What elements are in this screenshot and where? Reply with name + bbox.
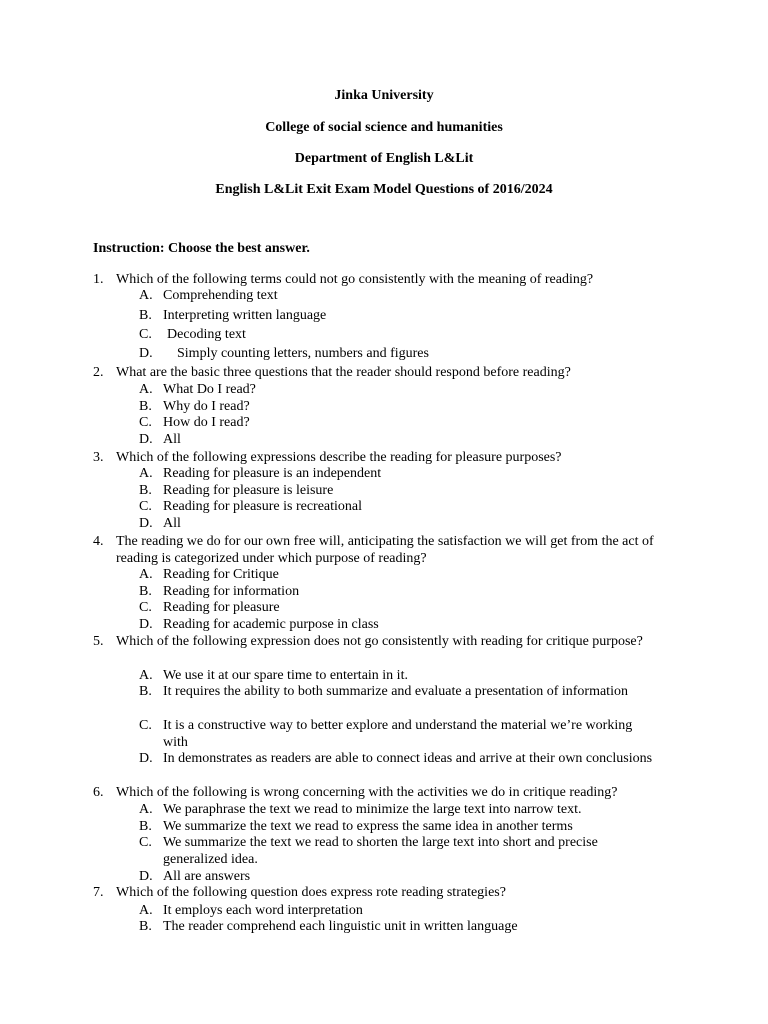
option-text: Reading for pleasure is an independent — [163, 466, 382, 481]
question-number: 4. — [93, 534, 104, 549]
exam-title: English L&Lit Exit Exam Model Questions of 2016/2024 — [215, 182, 553, 197]
option-text: Decoding text — [167, 327, 246, 342]
option-letter: D. — [139, 516, 153, 531]
option-letter: A. — [139, 802, 153, 817]
option-text: We use it at our spare time to entertain in it. — [163, 668, 408, 683]
option-text: What Do I read? — [163, 382, 256, 397]
option-letter: B. — [139, 399, 152, 414]
option-letter: B. — [139, 819, 152, 834]
option-letter: B. — [139, 584, 152, 599]
question-text: Which of the following question does express rote reading strategies? — [116, 885, 506, 900]
option-letter: A. — [139, 382, 153, 397]
question-number: 7. — [93, 885, 104, 900]
option-text: All are answers — [163, 869, 251, 884]
option-text: Why do I read? — [163, 399, 250, 414]
option-text: We summarize the text we read to express the same idea in another terms — [163, 819, 573, 834]
option-text: In demonstrates as readers are able to connect ideas and arrive at their own conclusions — [163, 751, 653, 766]
option-text: Reading for Critique — [163, 567, 279, 582]
option-letter: A. — [139, 903, 153, 918]
question-text: Which of the following is wrong concerning with the activities we do in critique reading? — [116, 785, 618, 800]
option-letter: A. — [139, 466, 153, 481]
option-text: It is a constructive way to better explore and understand the material we’re working with — [163, 718, 633, 750]
option-letter: D. — [139, 751, 153, 766]
option-letter: C. — [139, 835, 152, 850]
option-letter: B. — [139, 684, 152, 699]
option-text: The reader comprehend each linguistic unit in written language — [163, 919, 518, 934]
option-letter: C. — [139, 718, 152, 733]
university-name: Jinka University — [334, 88, 434, 103]
option-letter: C. — [139, 327, 152, 342]
question-number: 3. — [93, 450, 104, 465]
question-text: What are the basic three questions that the reader should respond before reading? — [116, 365, 571, 380]
instruction: Instruction: Choose the best answer. — [93, 241, 310, 256]
option-letter: A. — [139, 288, 153, 303]
question-number: 6. — [93, 785, 104, 800]
option-text: All — [163, 432, 181, 447]
option-letter: C. — [139, 499, 152, 514]
option-letter: C. — [139, 415, 152, 430]
option-text: Reading for pleasure is recreational — [163, 499, 363, 514]
option-letter: A. — [139, 668, 153, 683]
question-number: 2. — [93, 365, 104, 380]
option-letter: B. — [139, 483, 152, 498]
question-number: 5. — [93, 634, 104, 649]
option-text: Simply counting letters, numbers and figures — [177, 346, 429, 361]
question-number: 1. — [93, 272, 104, 287]
question-text: Which of the following expressions describe the reading for pleasure purposes? — [116, 450, 562, 465]
option-text: Reading for academic purpose in class — [163, 617, 379, 632]
option-text: Reading for information — [163, 584, 300, 599]
option-text: Reading for pleasure — [163, 600, 280, 615]
option-letter: D. — [139, 617, 153, 632]
question-text: Which of the following terms could not go consistently with the meaning of reading? — [116, 272, 594, 287]
option-text: We summarize the text we read to shorten the large text into short and precise generalized idea. — [163, 835, 598, 867]
option-text: Comprehending text — [163, 288, 278, 303]
option-letter: D. — [139, 432, 153, 447]
option-text: How do I read? — [163, 415, 250, 430]
option-text: Interpreting written language — [163, 308, 327, 323]
option-text: We paraphrase the text we read to minimize the large text into narrow text. — [163, 802, 582, 817]
option-letter: B. — [139, 919, 152, 934]
option-letter: C. — [139, 600, 152, 615]
question-text: The reading we do for our own free will, anticipating the satisfaction we will get from the act of reading is categorized under which purpose of reading? — [116, 534, 654, 566]
question-text: Which of the following expression does not go consistently with reading for critique purpose? — [116, 634, 643, 649]
option-letter: D. — [139, 869, 153, 884]
option-text: Reading for pleasure is leisure — [163, 483, 334, 498]
option-letter: B. — [139, 308, 152, 323]
option-letter: D. — [139, 346, 153, 361]
option-text: It employs each word interpretation — [163, 903, 363, 918]
college-name: College of social science and humanities — [265, 120, 503, 135]
department-name: Department of English L&Lit — [294, 151, 474, 166]
option-letter: A. — [139, 567, 153, 582]
option-text: It requires the ability to both summarize and evaluate a presentation of information — [163, 684, 628, 699]
option-text: All — [163, 516, 181, 531]
